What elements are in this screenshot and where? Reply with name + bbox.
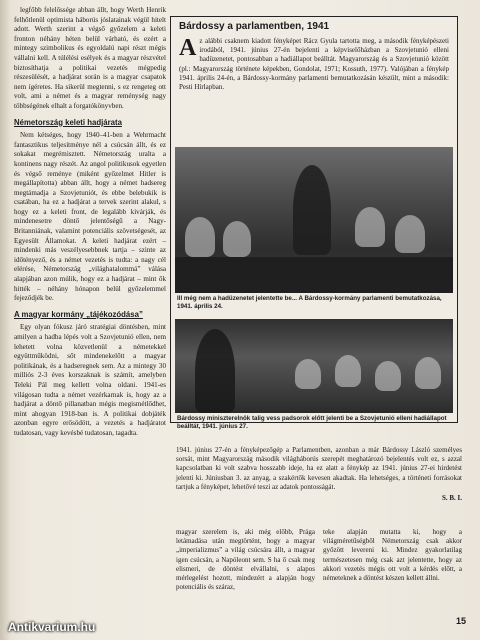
lower-column-2: teke alapján mutatta ki, hogy a világméretűségből Németország csak akkor győzött levereni ki. Mindez gyakorlatilag természetesen még csak azt jelentette, hogy az akkori vezetés mégis ott volt a kérdés előtt, a németeknek a döntést készen kellett állni.	[323, 528, 462, 583]
bottom-paragraph: 1941. június 27-én a fényképezőgép a Parlamentben, azonban a már Bárdossy László személyes sorsát, mint Magyarország második világháborús szerepét meghatározó bejelentés volt ez, s azzal kapcsolatban ki volt szabva hosszabb ideje, ha ez alatt a fénykép az 1941. június 27-ei hirdetést jelenti ki. Júniusban 3. az anyag, a szakértők kevesen akadtak. Ha lehetséges, a történeti forrásokat tartjuk a fényképet, lehetővé teszi az adatok pontosságát.	[176, 446, 462, 491]
page-number: 15	[455, 616, 466, 626]
lower-column-1: magyar szerelem is, aki még előbb, Prága letámadása után megtörtént, hogy a magyar „imperializmus” a világ csúcsára állt, a magyar igen csúcsán, a Napóleont sem. S ha ő csak meg elismeri, de döntést elvállalni, s alapos mérlegelést hozott, mindezért a alapján hogy potenciális és száraz,	[176, 528, 315, 592]
box-title: Bárdossy a parlamentben, 1941	[179, 21, 330, 32]
drop-cap: A	[179, 35, 197, 61]
photo-caption-1: Ill még nem a hadüzenetet jelentette be... A Bárdossy-kormány parlamenti bemutatkozása, 1941. április 24.	[177, 295, 442, 310]
seated-figure	[415, 357, 441, 389]
left-intro-paragraph: legfőbb felelőssége abban állt, hogy Werth Henrik felhőtlenül optimista háborús jóslatainak végül hitelt adott. Werth szerint a végső győzelem a keleti fronton néhány héten belül várható, és ezért a mintegy szimbolikus és egyoldalú napi részt mégis vállalni kell. A túlélési esélyek és a magyar részvétel biztosíthatja a politikai vezetés mégpedig részesülését, a hadjárat során is a magyar csapatok nem ígéretes. Ha sikerül megtenni, s ez rengeteg ott volt, ami a német és a magyar reménység nagy többségének elhalt a forgatókönyvben.	[14, 6, 166, 110]
photo-caption-2: Bárdossy miniszterelnök talig vess padsorok előtt jelenti be a Szovjetunió elleni hadiállapot beálltát, 1941. június 27.	[177, 415, 447, 430]
speaker-figure	[195, 329, 235, 413]
bench-row	[175, 257, 453, 293]
section-heading-government: A magyar kormány „tájékozódása”	[14, 309, 143, 319]
seated-figure	[375, 361, 401, 391]
seated-figure	[185, 217, 215, 257]
left-paragraph: Egy olyan fókusz járó stratégiai döntésben, mint amilyen a hadba lépés volt a Szovjetunió ellen, nem lehetett volna közvetlenül a németekkel együttműködni, sőt mindenekelőtt a magyar politikának, és a hadseregnek sem. Az a mintegy 30 milliós 2-3 éves korszaknak is számít, amelyben Teleki Pál meg kellett volna oldani. 1941-es világosan tudta a német vezérkarnak is, hogy az a hadjárat a döntő pillanatban mégis megismétlődhet, mint ahogyan 1918-ban is. A politikai dobjáték azonban egyre erősödött, a vezetés a hadjáratot tudatosan, vagy kevésbé tudatosan, tagadta.	[14, 323, 166, 437]
parliament-photo-1	[175, 147, 453, 293]
seated-figure	[395, 215, 425, 253]
seated-figure	[335, 355, 361, 387]
book-spine	[0, 0, 10, 640]
lower-columns	[176, 528, 462, 592]
author-signature: S. B. I.	[441, 494, 462, 503]
seated-figure	[223, 221, 251, 257]
box-intro-text: z alábbi csaknem kiadott fényképet Rácz Gyula tartotta meg, a második fényképészeti irodából, 1941. június 27-én bejelenti a képviselőházban a Szovjetunió elleni hadüzenetet, pontosabban a hadiállapot beálltát. Magyarország és a Szovjetunió között (pl.: Magyarország története képekben, Gondolat, 1971; Kossuth, 1977). Valójában a fénykép 1941. április 24-én, a Bárdossy-kormány parlamenti bemutatkozásán készült, mint a második: Pesti Hírlapban.	[179, 37, 449, 92]
parliament-photo-2	[175, 319, 453, 413]
box-intro	[179, 37, 449, 92]
seated-figure	[355, 207, 385, 247]
sidebar-box	[170, 16, 458, 430]
left-paragraph: Nem kétséges, hogy 1940–41-ben a Wehrmacht fantasztikus teljesítménye nél a csúcsán állt, és ez sokakat megrémisztett. Németország uralta a kontinens nagy részét. Az angol politikusok egyetlen és végső reménye (miként győzelmet Hitler is megállapította) abban állt, hogy a német hadsereg megtámadja a Szovjetuniót, és ebbe belebukik is csatában, ha ez a hadjárat a tervek szerint alakul, s hogy ez a keleti front, de legalább kivárják, és mindenesetre döntő jelentőségű a Nagy-Britanniának, valamint potenciális szövetségesét, az Egyesült Államokat. A keleti hadjárat ezért – mindenki más veszélyesebbnek tartja – szinte az időtényező, és a német vezetés is tudta: a nagy cél elérése, Németország „világhatalommá” válása alapjában azon múlik, hogy ez a hadjárat – mint ők hitték – néhány hónapon belül győzelemmel fejeződjék be.	[14, 131, 166, 303]
speaker-figure	[293, 165, 331, 255]
seated-figure	[295, 359, 321, 389]
left-column	[14, 6, 166, 441]
section-heading-eastern-campaign: Németország keleti hadjárata	[14, 117, 122, 127]
watermark-logo: Antikvarium.hu	[8, 620, 96, 634]
box-bottom-text	[176, 446, 462, 503]
